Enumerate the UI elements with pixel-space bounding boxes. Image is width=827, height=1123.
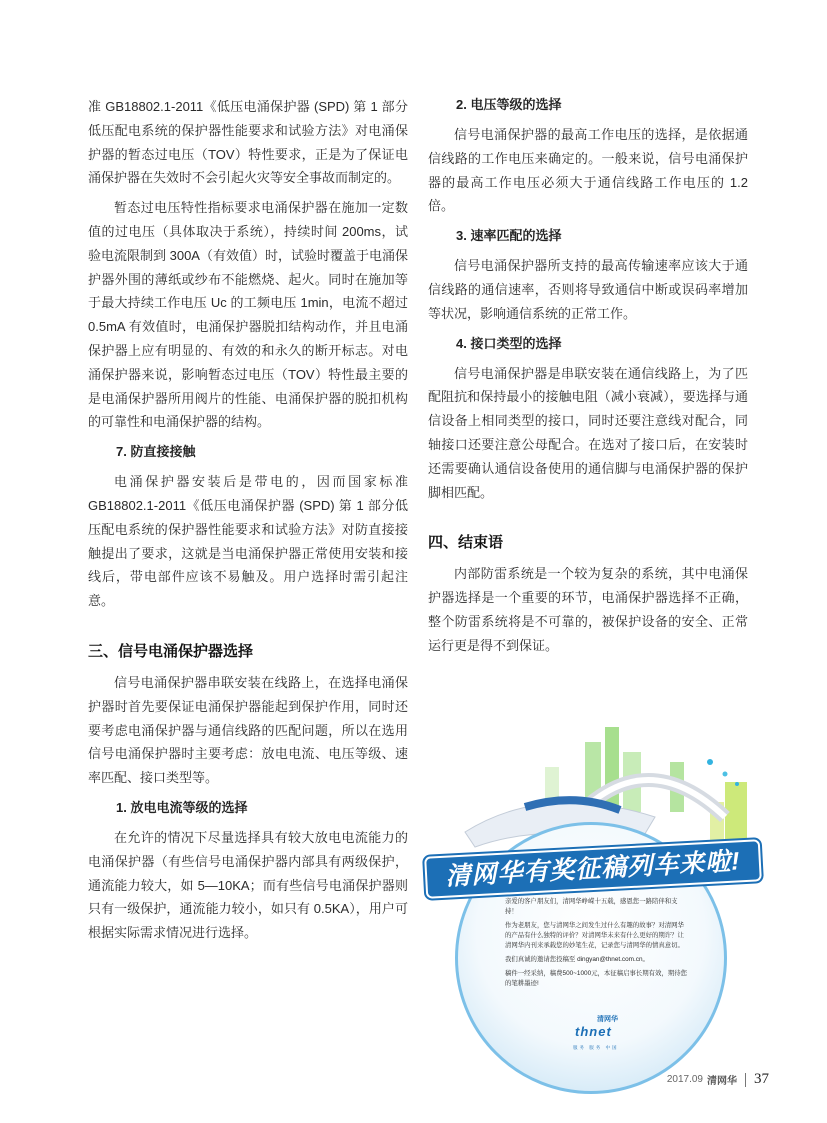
footer-brand: 清网华 (707, 1076, 737, 1087)
paragraph: 在允许的情况下尽量选择具有较大放电电流能力的电涌保护器（有些信号电涌保护器内部具有两级保护，通流能力较大，如 5—10KA；而有些信号电涌保护器则只有一级保护，通流能力较小，如只有 0.5KA），用户可根据实际需求情况进行选择。 (88, 829, 408, 941)
subheading: 1. 放电电流等级的选择 (116, 799, 248, 815)
subheading: 7. 防直接接触 (116, 444, 196, 460)
paragraph: 信号电涌保护器串联安装在线路上，在选择电涌保护器时首先要保证电涌保护器能起到保护作用，同时还要考虑电涌保护器与通信线路的匹配问题，所以在选用信号电涌保护器时主要考虑：放电电流、电压等级、速率匹配、接口类型等。 (88, 674, 408, 786)
subheading: 3. 速率匹配的选择 (456, 228, 562, 244)
section-heading: 三、信号电涌保护器选择 (88, 642, 254, 660)
section-heading: 四、结束语 (428, 534, 504, 552)
paragraph: 暂态过电压特性指标要求电涌保护器在施加一定数值的过电压（具体取决于系统），持续时间 200ms，试验电流限制到 300A（有效值）时，试验时覆盖于电涌保护器外围的薄纸或纱布不能燃烧、起火。同时在施加等于最大持续工作电压 Uc 的工频电压 1min，电流不超过 0.5mA 有效值时，电涌保护器脱扣结构动作，并且电涌保护器上应有明显的、有效的和永久的断开标志。对电涌保护器来说，影响暂态过电压（TOV）特性最主要的是电涌保护器所用阀片的性能、电涌保护器的脱扣机构的可靠性和电涌保护器的结构。 (88, 200, 408, 430)
thnet-logo: thnet (575, 1024, 612, 1039)
logo-tagline: 服务 服务 中国 (573, 1045, 619, 1050)
subheading: 2. 电压等级的选择 (456, 97, 562, 112)
contest-poster (425, 722, 765, 1062)
paragraph: 信号电涌保护器的最高工作电压的选择，是依据通信线路的工作电压来确定的。一般来说，信号电涌保护器的最高工作电压必须大于通信线路工作电压的 1.2 倍。 (428, 127, 748, 214)
poster-line: 亲爱的客户朋友们，清网华峥嵘十五载，感恩您一路陪伴和支持！ (505, 898, 678, 915)
issue-date: 2017.09 (666, 1074, 703, 1085)
poster-body (505, 897, 690, 993)
poster-line: 作为老朋友，您与清网华之间发生过什么有趣的故事？对清网华的产品有什么独特的评价？对清网华未来有什么更好的期许？让清网华内刊来承载您的妙笔生花，记录您与清网华的情真意切。 (505, 922, 684, 949)
paragraph: 信号电涌保护器所支持的最高传输速率应该大于通信线路的通信速率，否则将导致通信中断或误码率增加等状况，影响通信系统的正常工作。 (428, 258, 748, 321)
paragraph: 准 GB18802.1-2011《低压电涌保护器 (SPD) 第 1 部分低压配电系统的保护器性能要求和试验方法》对电涌保护器的暂态过电压（TOV）特性要求，正是为了保证电涌保护器在失效时不会引起火灾等安全事故而制定的。 (88, 99, 408, 186)
page-footer (667, 1071, 769, 1088)
left-column (88, 95, 408, 945)
paragraph: 电涌保护器安装后是带电的，因而国家标准 GB18802.1-2011《低压电涌保护器 (SPD) 第 1 部分低压配电系统的保护器性能要求和试验方法》对防直接接触提出了要求，这就是当电涌保护器正常使用安装和接线后，带电部件应该不易触及。用户选择时需引起注意。 (88, 474, 408, 609)
subheading: 4. 接口类型的选择 (456, 335, 562, 351)
right-column (428, 95, 748, 658)
poster-banner: 清网华有奖征稿列车来啦! (426, 841, 760, 896)
paragraph: 信号电涌保护器是串联安装在通信线路上，为了匹配阻抗和保持最小的接触电阻（减小衰减），要选择与通信设备上相同类型的接口，同时还要注意线对配合，同轴接口还要注意公母配合。在选对了接口后，在安装时还需要确认通信设备使用的通信脚与电涌保护器的保护脚相匹配。 (428, 365, 748, 500)
paragraph: 内部防雷系统是一个较为复杂的系统，其中电涌保护器选择是一个重要的环节，电涌保护器选择不正确，整个防雷系统将是不可靠的，被保护设备的安全、正常运行更是得不到保证。 (428, 566, 748, 653)
poster-line: 我们真诚的邀请您投稿至 dingyan@thnet.com.cn。 (505, 956, 649, 963)
logo-chinese: 清网华 (597, 1016, 618, 1023)
poster-line: 稿件一经采纳，稿费500~1000元，本征稿启事长期有效，期待您的笔耕墨迹! (505, 970, 687, 987)
footer-divider (745, 1073, 746, 1087)
page-number: 37 (754, 1071, 769, 1087)
